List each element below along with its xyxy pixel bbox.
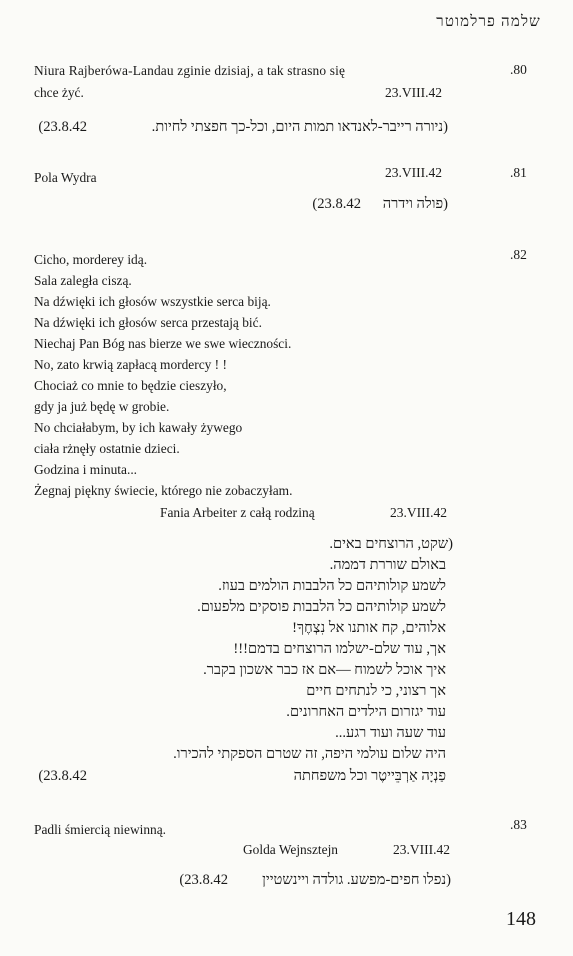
hebrew-poem-line: באולם שוררת דממה. — [329, 557, 446, 573]
hebrew-poem-line: לשמע קולותיהם כל הלבבות פוסקים מלפעום. — [197, 599, 446, 615]
poem-line: ciała rżnęły ostatnie dzieci. — [34, 441, 180, 456]
hebrew-poem-line: אלוהים, קח אותנו אל נִצְחֶךָ! — [292, 620, 446, 636]
hebrew-line: (נפלו חפים-מפשע. גולדה ויינשטיין — [262, 872, 451, 888]
signature: Fania Arbeiter z całą rodziną — [160, 505, 315, 520]
poem-line: Sala zaległa ciszą. — [34, 273, 132, 288]
hebrew-date: (23.8.42 — [38, 768, 87, 784]
signature: Golda Wejnsztejn — [243, 842, 338, 857]
poem-line: Na dźwięki ich głosów wszystkie serca biją. — [34, 294, 271, 309]
hebrew-signature: פַנְיָה אַרְבֵּייטֶר וכל משפחתה — [293, 768, 446, 784]
polish-line: Pola Wydra — [34, 170, 97, 185]
entry-number: .80 — [510, 62, 527, 77]
poem-line: Żegnaj piękny świecie, którego nie zobaczyłam. — [34, 483, 293, 498]
poem-line: Niechaj Pan Bóg nas bierze we swe wieczności. — [34, 336, 292, 351]
polish-line: chce żyć. — [34, 85, 84, 100]
entry-number: .82 — [510, 247, 527, 262]
poem-line: No chciałabym, by ich kawały żywego — [34, 420, 243, 435]
entry-date: 23.VIII.42 — [390, 505, 447, 520]
entry-date: 23.VIII.42 — [393, 842, 450, 857]
hebrew-date: (23.8.42 — [312, 196, 361, 212]
hebrew-poem-line: (שקט, הרוצחים באים. — [329, 536, 453, 552]
hebrew-poem-line: לשמע קולותיהם כל הלבבות הולמים בעוז. — [218, 578, 446, 594]
hebrew-date: (23.8.42 — [179, 872, 228, 888]
hebrew-line: (פולה וידרה — [382, 196, 448, 212]
poem-line: Cicho, morderey idą. — [34, 252, 148, 267]
poem-line: No, zato krwią zapłacą mordercy ! ! — [34, 357, 227, 372]
poem-line: Godzina i minuta... — [34, 462, 138, 477]
poem-line: gdy ja już będę w grobie. — [34, 399, 170, 414]
entry-number: .83 — [510, 817, 527, 832]
hebrew-poem-line: עוד שעה ועוד רגע... — [335, 725, 446, 741]
poem-line: Na dźwięki ich głosów serca przestają bić. — [34, 315, 262, 330]
entry-number: .81 — [510, 165, 527, 180]
hebrew-line: (ניורה רייבר-לאנדאו תמות היום, וכל-כך חפצתי לחיות. — [151, 119, 448, 135]
poem-line: Chociaż co mnie to będzie cieszyło, — [34, 378, 227, 393]
hebrew-poem-line: עוד יגזרום הילדים האחרונים. — [286, 704, 446, 720]
entry-date: 23.VIII.42 — [385, 165, 442, 180]
entry-date: 23.VIII.42 — [385, 85, 442, 100]
polish-line: Padli śmiercią niewinną. — [34, 822, 167, 837]
polish-line: Niura Rajberówa-Landau zginie dzisiaj, a tak strasno się — [34, 63, 346, 78]
running-title: שלמה פרלמוטר — [436, 14, 541, 30]
page-number: 148 — [506, 908, 536, 930]
hebrew-date: (23.8.42 — [38, 119, 87, 135]
hebrew-poem-line: אך רצוני, כי לנתחים חיים — [306, 683, 446, 699]
hebrew-poem-line: איך אוכל לשמוח —אם אז כבר אשכון בקבר. — [203, 662, 446, 678]
hebrew-poem-line: היה שלום עולמי היפה, זה שטרם הספקתי להכירו. — [173, 746, 446, 762]
hebrew-poem-line: אך, עוד שלם-ישלמו הרוצחים בדמם!!! — [233, 641, 446, 657]
